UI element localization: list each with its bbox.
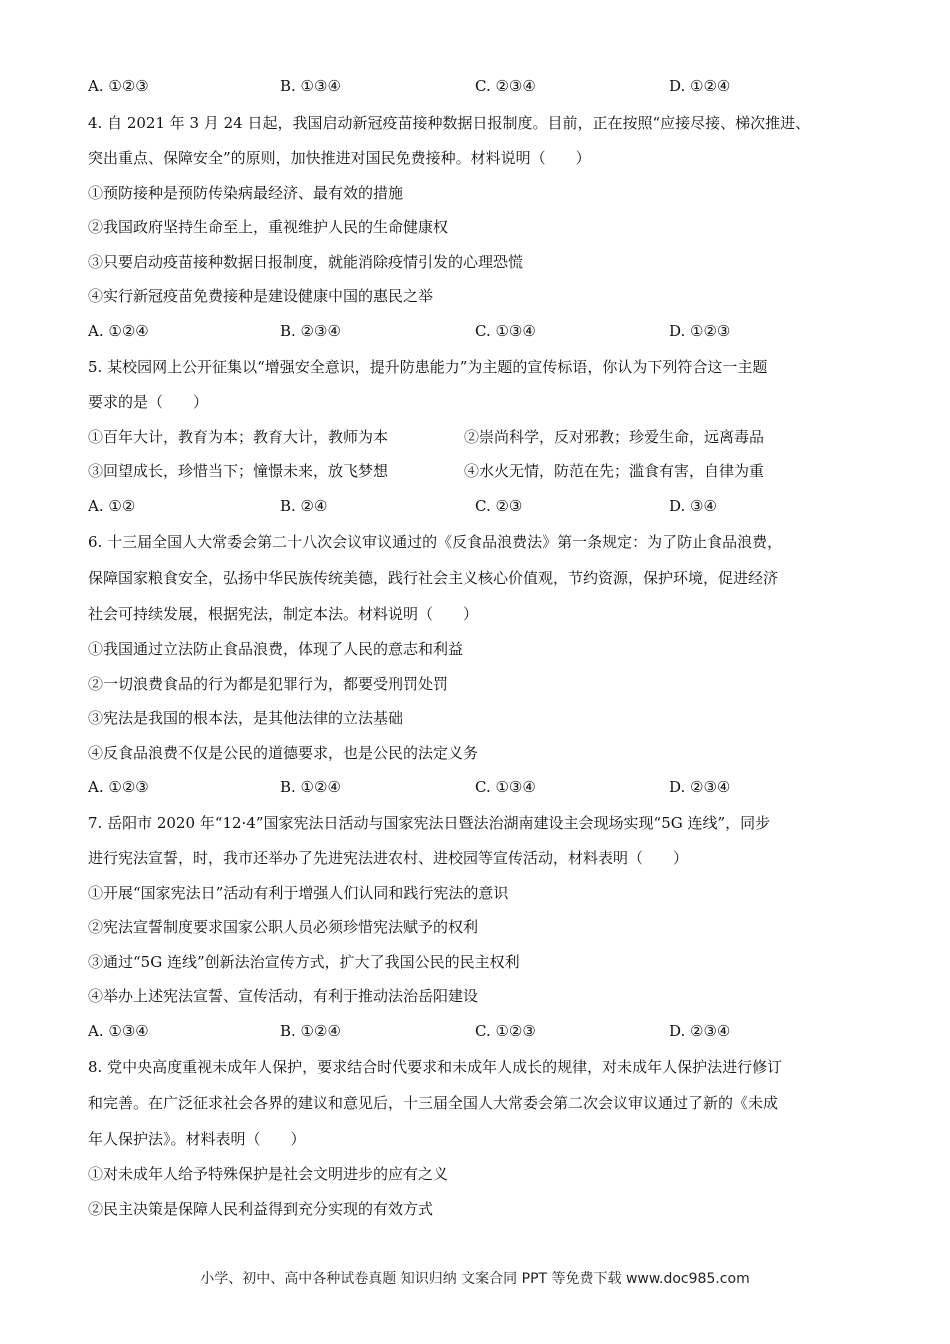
q5-options (88, 496, 868, 516)
q5-item-2: ②崇尚科学，反对邪教；珍爱生命，远离毒品 (464, 428, 765, 446)
q7-stem-line1: 7. 岳阳市 2020 年“12·4”国家宪法日活动与国家宪法日暨法治湖南建设主会现场实现“5G 连线”，同步 (88, 814, 771, 832)
q4-option-b: B. ②③④ (280, 322, 341, 340)
q8-stem-line3: 年人保护法》。材料表明（ ） (88, 1130, 306, 1148)
q8-stem-line1: 8. 党中央高度重视未成年人保护，要求结合时代要求和未成年人成长的规律，对未成年人保护法进行修订 (88, 1058, 783, 1076)
q6-stem-line3: 社会可持续发展，根据宪法，制定本法。材料说明（ ） (88, 605, 479, 623)
q7-stem-line2: 进行宪法宣誓，时，我市还举办了先进宪法进农村、进校园等宣传活动，材料表明（ ） (88, 849, 689, 867)
q4-item-1: ①预防接种是预防传染病最经济、最有效的措施 (88, 184, 404, 202)
q3-option-a: A. ①②③ (88, 77, 149, 95)
q6-item-1: ①我国通过立法防止食品浪费，体现了人民的意志和利益 (88, 640, 464, 658)
q3-option-c: C. ②③④ (475, 77, 536, 95)
q6-item-2: ②一切浪费食品的行为都是犯罪行为，都要受刑罚处罚 (88, 675, 449, 693)
q5-item-3: ③回望成长，珍惜当下；憧憬未来，放飞梦想 (88, 462, 389, 480)
q5-items-row2 (88, 461, 868, 481)
q3-option-d: D. ①②④ (669, 77, 731, 95)
q7-option-c: C. ①②③ (475, 1022, 536, 1040)
q5-items-row1 (88, 427, 868, 447)
q6-item-4: ④反食品浪费不仅是公民的道德要求，也是公民的法定义务 (88, 744, 479, 762)
q5-option-d: D. ③④ (669, 497, 717, 515)
q6-item-3: ③宪法是我国的根本法，是其他法律的立法基础 (88, 709, 404, 727)
q8-item-1: ①对未成年人给予特殊保护是社会文明进步的应有之义 (88, 1165, 449, 1183)
q7-option-b: B. ①②④ (280, 1022, 341, 1040)
q7-option-d: D. ②③④ (669, 1022, 731, 1040)
q4-options (88, 321, 868, 341)
q3-option-b: B. ①③④ (280, 77, 341, 95)
q5-option-a: A. ①② (88, 497, 136, 515)
q5-option-c: C. ②③ (475, 497, 523, 515)
footer-watermark-text: 小学、初中、高中各种试卷真题 知识归纳 文案合同 PPT 等免费下载 www.doc985.com (200, 1271, 750, 1287)
q6-stem-line2: 保障国家粮食安全，弘扬中华民族传统美德，践行社会主义核心价值观，节约资源，保护环境，促进经济 (88, 569, 779, 587)
q4-option-a: A. ①②④ (88, 322, 149, 340)
q6-options (88, 777, 868, 797)
q5-item-4: ④水火无情，防范在先；滥食有害，自律为重 (464, 462, 765, 480)
q4-item-3: ③只要启动疫苗接种数据日报制度，就能消除疫情引发的心理恐慌 (88, 253, 524, 271)
q7-item-4: ④举办上述宪法宣誓、宣传活动，有利于推动法治岳阳建设 (88, 987, 479, 1005)
q5-stem-line1: 5. 某校园网上公开征集以“增强安全意识，提升防患能力”为主题的宣传标语，你认为下列符合这一主题 (88, 358, 768, 376)
q8-stem-line2: 和完善。在广泛征求社会各界的建议和意见后，十三届全国人大常委会第二次会议审议通过了新的《未成 (88, 1094, 779, 1112)
q6-stem-line1: 6. 十三届全国人大常委会第二十八次会议审议通过的《反食品浪费法》第一条规定：为了防止食品浪费， (88, 533, 783, 551)
q8-item-2: ②民主决策是保障人民利益得到充分实现的有效方式 (88, 1200, 434, 1218)
q4-stem-line1: 4. 自 2021 年 3 月 24 日起，我国启动新冠疫苗接种数据日报制度。目前，正在按照“应接尽接、梯次推进、 (88, 114, 811, 132)
q6-option-c: C. ①③④ (475, 778, 536, 796)
q6-option-b: B. ①②④ (280, 778, 341, 796)
q7-item-1: ①开展“国家宪法日”活动有利于增强人们认同和践行宪法的意识 (88, 884, 509, 902)
q4-item-4: ④实行新冠疫苗免费接种是建设健康中国的惠民之举 (88, 287, 434, 305)
q7-item-3: ③通过“5G 连线”创新法治宣传方式，扩大了我国公民的民主权利 (88, 953, 520, 971)
q7-options (88, 1021, 868, 1041)
q4-option-d: D. ①②③ (669, 322, 731, 340)
q6-option-d: D. ②③④ (669, 778, 731, 796)
q4-item-2: ②我国政府坚持生命至上，重视维护人民的生命健康权 (88, 218, 449, 236)
q6-option-a: A. ①②③ (88, 778, 149, 796)
q5-item-1: ①百年大计，教育为本；教育大计，教师为本 (88, 428, 389, 446)
q5-stem-line2: 要求的是（ ） (88, 393, 209, 411)
q7-option-a: A. ①③④ (88, 1022, 149, 1040)
q7-item-2: ②宪法宣誓制度要求国家公职人员必须珍惜宪法赋予的权利 (88, 918, 479, 936)
q4-stem-line2: 突出重点、保障安全”的原则，加快推进对国民免费接种。材料说明（ ） (88, 149, 591, 167)
q4-option-c: C. ①③④ (475, 322, 536, 340)
q5-option-b: B. ②④ (280, 497, 328, 515)
q3-options (88, 76, 868, 96)
